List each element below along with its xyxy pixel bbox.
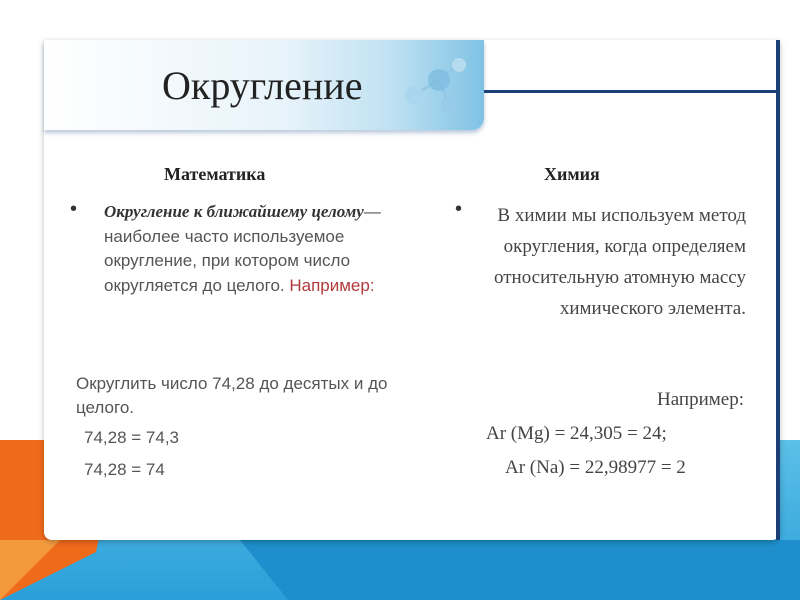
math-heading-visible: Математика (164, 164, 266, 184)
bullet-marker: • (70, 198, 78, 220)
title-banner (44, 40, 484, 130)
math-example-label: Например: (289, 275, 375, 295)
math-term: Округление к ближайшему целому (104, 202, 364, 221)
chemistry-equation-mg: Ar (Mg) = 24,305 = 24; (486, 423, 667, 444)
bullet-marker: • (455, 198, 463, 220)
math-equation-whole: 74,28 = 74 (84, 460, 165, 479)
slide-top-line (484, 90, 780, 93)
page-title: Округление (162, 63, 363, 108)
chemistry-heading-visible: Химия (544, 164, 600, 184)
math-task: Округлить число 74,28 до десятых и до целого. (76, 374, 388, 417)
chemistry-equation-na: Ar (Na) = 22,98977 = 2 (505, 457, 686, 478)
slide-right-border (776, 40, 780, 540)
molecule-icon (394, 50, 474, 120)
chemistry-text: В химии мы используем метод округления, когда определяем относительную атомную массу химического элемента. (493, 205, 746, 319)
math-equation-tenths: 74,28 = 74,3 (84, 428, 180, 447)
math-definition (104, 200, 404, 298)
chemistry-example-label: Например: (657, 389, 744, 410)
math-definition-text: — наиболее часто используемое округление, при котором число округляется до целого. (104, 202, 381, 295)
